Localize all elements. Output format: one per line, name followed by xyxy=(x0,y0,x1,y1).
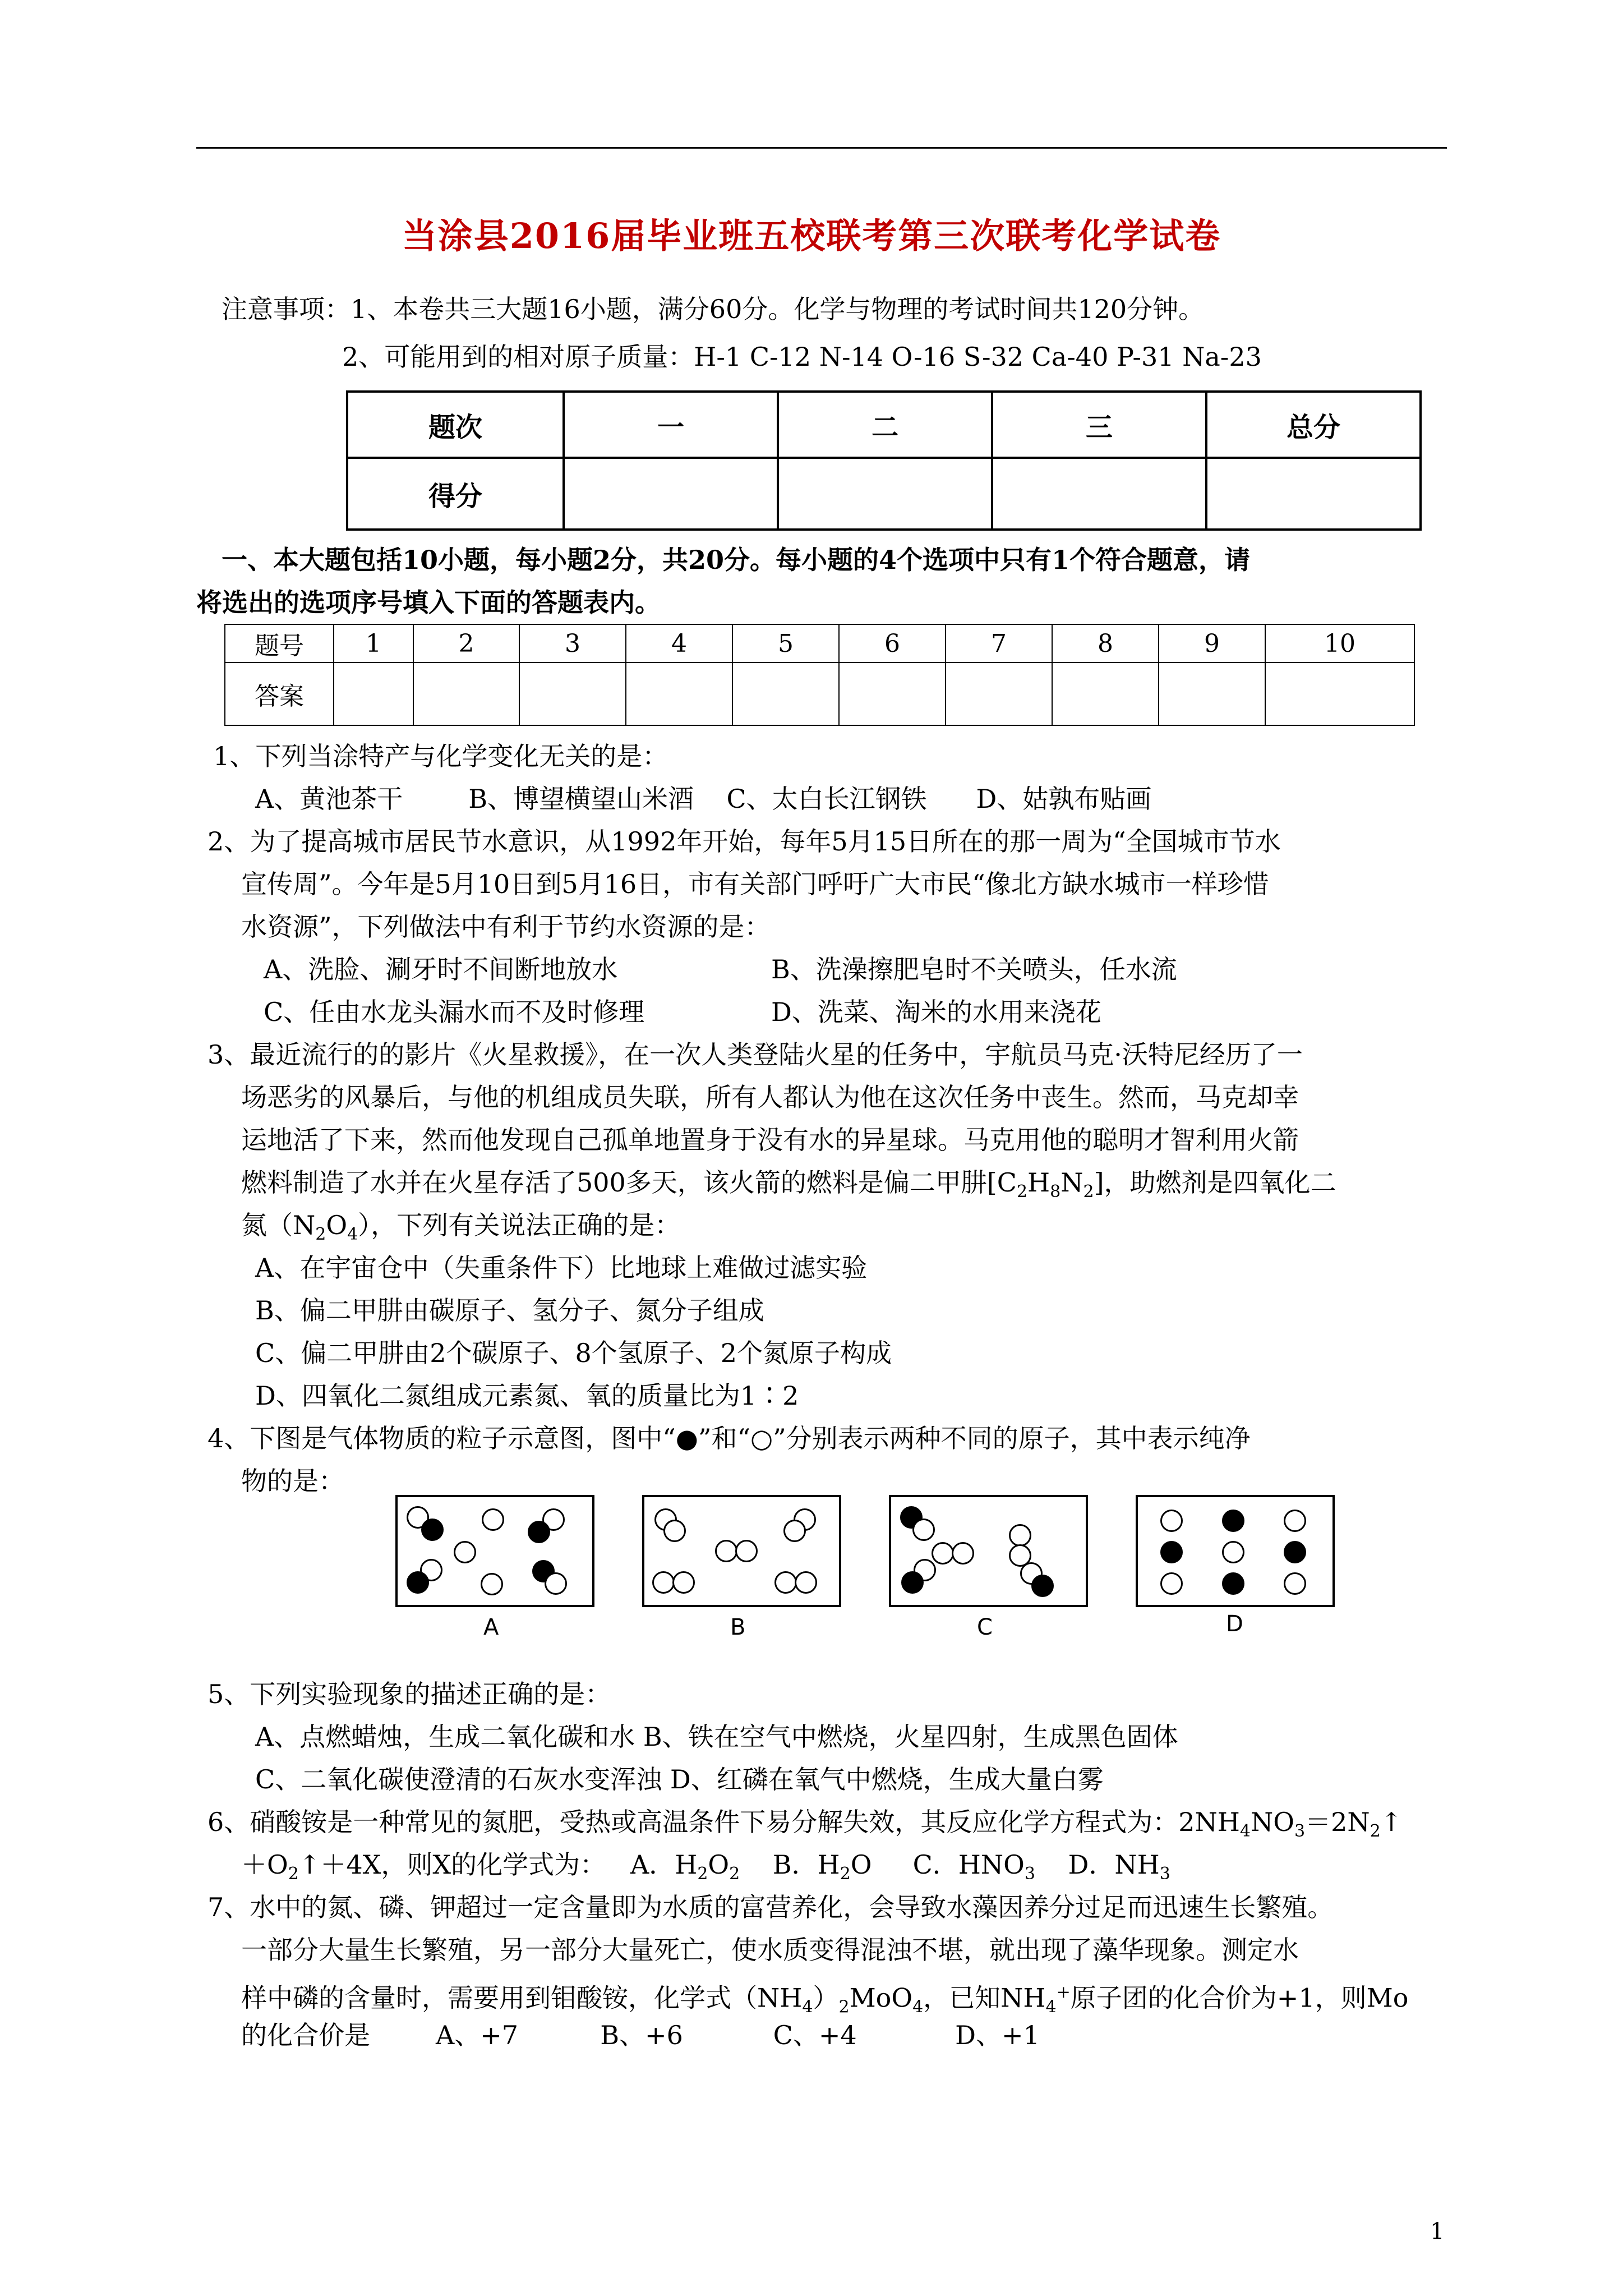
q2-line2: 宣传周”。今年是5月10日到5月16日，市有关部门呼吁广大市民“像北方缺水城市一样珍惜 xyxy=(241,869,1269,899)
score-header: 题次 xyxy=(347,392,564,458)
black-atom xyxy=(1222,1510,1244,1532)
question-number: 3 xyxy=(519,624,626,662)
section1-intro-2: 将选出的选项序号填入下面的答题表内。 xyxy=(196,587,661,618)
white-atom xyxy=(952,1542,974,1565)
section1-intro-1: 一、本大题包括10小题，每小题2分，共20分。每小题的4个选项中只有1个符合题意，请 xyxy=(222,545,1251,575)
question-number: 1 xyxy=(334,624,413,662)
white-atom xyxy=(715,1540,737,1562)
white-atom xyxy=(454,1541,476,1563)
q3-line5: 氮$(N_2O_4)$，下列有关说法正确的是： xyxy=(241,1210,681,1245)
q2-option-d: D、洗菜、淘米的水用来浇花 xyxy=(771,997,1101,1027)
score-header: 一 xyxy=(564,392,778,458)
answer-cell[interactable] xyxy=(1159,662,1265,725)
black-atom xyxy=(1031,1575,1054,1597)
question-number: 9 xyxy=(1159,624,1265,662)
score-cell[interactable] xyxy=(992,458,1206,530)
answer-cell[interactable] xyxy=(732,662,839,725)
white-atom xyxy=(1160,1510,1183,1532)
black-atom xyxy=(901,1571,924,1594)
header-rule xyxy=(196,147,1447,149)
q1-options: A、黄池茶干 B、博望横望山米酒 C、太白长江钢铁 D、姑孰布贴画 xyxy=(255,784,1152,814)
question-number: 8 xyxy=(1052,624,1159,662)
q5-options-1: A、点燃蜡烛，生成二氧化碳和水 B、铁在空气中燃烧，火星四射，生成黑色固体 xyxy=(255,1722,1178,1752)
page-title: 当涂县2016届毕业班五校联考第三次联考化学试卷 xyxy=(402,215,1221,256)
q7-line1: 7、水中的氮、磷、钾超过一定含量即为水质的富营养化，会导致水藻因养分过足而迅速生长繁殖。 xyxy=(208,1892,1334,1922)
answer-row-label: 题号 xyxy=(225,624,334,662)
black-atom xyxy=(1160,1541,1183,1563)
white-atom xyxy=(774,1571,797,1594)
question-number: 2 xyxy=(413,624,519,662)
figure-label-c: C xyxy=(977,1614,993,1640)
white-atom xyxy=(1284,1510,1306,1532)
q5-options-2: C、二氧化碳使澄清的石灰水变浑浊 D、红磷在氧气中燃烧，生成大量白雾 xyxy=(255,1764,1104,1795)
white-atom xyxy=(481,1573,503,1595)
score-table xyxy=(346,390,1422,531)
q6-line1: 6、硝酸铵是一种常见的氮肥，受热或高温条件下易分解失效，其反应化学方程式为：$2NH_4NO_3=2N_2↑$ xyxy=(208,1807,1403,1842)
q2-option-c: C、任由水龙头漏水而不及时修理 xyxy=(264,997,645,1027)
answer-cell[interactable] xyxy=(334,662,413,725)
score-row-label: 得分 xyxy=(347,458,564,530)
black-atom xyxy=(528,1521,550,1543)
page-number: 1 xyxy=(1430,2219,1445,2244)
particle-diagram-a xyxy=(395,1495,594,1607)
figure-label-b: B xyxy=(730,1614,746,1640)
black-atom xyxy=(421,1519,444,1541)
q3-option-c: C、偏二甲肼由2个碳原子、8个氢原子、2个氮原子构成 xyxy=(255,1338,892,1368)
answer-cell[interactable] xyxy=(519,662,626,725)
q7-line2: 一部分大量生长繁殖，另一部分大量死亡，使水质变得混浊不堪，就出现了藻华现象。测定水 xyxy=(241,1935,1299,1965)
score-cell[interactable] xyxy=(1206,458,1421,530)
white-atom xyxy=(912,1519,935,1541)
black-atom xyxy=(407,1571,429,1594)
notice-line-1: 注意事项：1、本卷共三大题16小题，满分60分。化学与物理的考试时间共120分钟。 xyxy=(222,294,1205,324)
question-number: 6 xyxy=(839,624,946,662)
white-atom xyxy=(1160,1572,1183,1595)
q3-line4: 燃料制造了水并在火星存活了500多天，该火箭的燃料是偏二甲肼$[C_2H_8N_2]$，助燃剂是四氧化二 xyxy=(241,1167,1336,1202)
particle-diagram-d xyxy=(1136,1495,1335,1607)
q1-stem: 1、下列当涂特产与化学变化无关的是： xyxy=(213,741,668,771)
answer-cell[interactable] xyxy=(413,662,519,725)
answer-cell[interactable] xyxy=(946,662,1052,725)
q3-line2: 场恶劣的风暴后，与他的机组成员失联，所有人都认为他在这次任务中丧生。然而，马克却幸 xyxy=(241,1082,1299,1112)
answer-cell[interactable] xyxy=(839,662,946,725)
question-number: 10 xyxy=(1265,624,1414,662)
white-atom xyxy=(545,1572,567,1595)
figure-label-d: D xyxy=(1226,1611,1243,1637)
q6-line2: $+O_2↑+4X$，则X的化学式为： A．$H_2O_2$ B．$H_2O$ C．$HNO_3$ D．$NH_3$ xyxy=(241,1849,1170,1884)
answer-cell[interactable] xyxy=(626,662,732,725)
white-atom xyxy=(663,1520,686,1542)
score-header: 总分 xyxy=(1206,392,1421,458)
white-atom xyxy=(735,1540,758,1562)
white-atom xyxy=(795,1571,817,1594)
white-atom xyxy=(783,1520,806,1542)
q2-option-b: B、洗澡擦肥皂时不关喷头，任水流 xyxy=(771,954,1177,984)
white-atom xyxy=(652,1571,675,1594)
score-cell[interactable] xyxy=(564,458,778,530)
q3-line1: 3、最近流行的的影片《火星救援》，在一次人类登陆火星的任务中，宇航员马克·沃特尼经历了一 xyxy=(208,1039,1303,1070)
question-number: 7 xyxy=(946,624,1052,662)
q3-line3: 运地活了下来，然而他发现自己孤单地置身于没有水的异星球。马克用他的聪明才智利用火箭 xyxy=(241,1125,1299,1155)
q2-line3: 水资源”，下列做法中有利于节约水资源的是： xyxy=(241,912,771,942)
particle-diagram-b xyxy=(642,1495,841,1607)
score-cell[interactable] xyxy=(778,458,992,530)
question-number: 5 xyxy=(732,624,839,662)
answer-row-label: 答案 xyxy=(225,662,334,725)
q3-option-b: B、偏二甲肼由碳原子、氢分子、氮分子组成 xyxy=(255,1295,764,1326)
question-number: 4 xyxy=(626,624,732,662)
particle-diagram-c xyxy=(889,1495,1088,1607)
score-header: 三 xyxy=(992,392,1206,458)
q2-line1: 2、为了提高城市居民节水意识，从1992年开始，每年5月15日所在的那一周为“全国城市节水 xyxy=(208,826,1281,857)
q4-line2: 物的是： xyxy=(241,1466,344,1496)
white-atom xyxy=(1284,1572,1306,1595)
q2-option-a: A、洗脸、涮牙时不间断地放水 xyxy=(264,954,618,984)
black-atom xyxy=(1222,1572,1244,1595)
q3-option-d: D、四氧化二氮组成元素氮、氧的质量比为1∶2 xyxy=(255,1381,799,1411)
answer-table xyxy=(224,624,1415,726)
q5-stem: 5、下列实验现象的描述正确的是： xyxy=(208,1679,611,1709)
answer-cell[interactable] xyxy=(1052,662,1159,725)
white-atom xyxy=(1009,1524,1031,1547)
white-atom xyxy=(1222,1541,1244,1563)
notice-line-2: 2、可能用到的相对原子质量：H-1 C-12 N-14 O-16 S-32 Ca-40 P-31 Na-23 xyxy=(342,342,1262,372)
figure-label-a: A xyxy=(483,1614,499,1640)
black-atom xyxy=(1284,1541,1306,1563)
answer-cell[interactable] xyxy=(1265,662,1414,725)
white-atom xyxy=(482,1508,504,1531)
white-atom xyxy=(932,1542,954,1565)
q3-option-a: A、在宇宙仓中（失重条件下）比地球上难做过滤实验 xyxy=(255,1253,868,1283)
white-atom xyxy=(672,1571,695,1594)
q7-line4: 的化合价是 A、+7 B、+6 C、+4 D、+1 xyxy=(241,2020,1040,2050)
q4-line1: 4、下图是气体物质的粒子示意图，图中“●”和“○”分别表示两种不同的原子，其中表示纯净 xyxy=(208,1423,1251,1453)
q7-line3: 样中磷的含量时，需要用到钼酸铵，化学式$(NH_4)_2MoO_4$，已知$NH_4^+$原子团的化合价为+1，则Mo xyxy=(241,1982,1409,2017)
score-header: 二 xyxy=(778,392,992,458)
